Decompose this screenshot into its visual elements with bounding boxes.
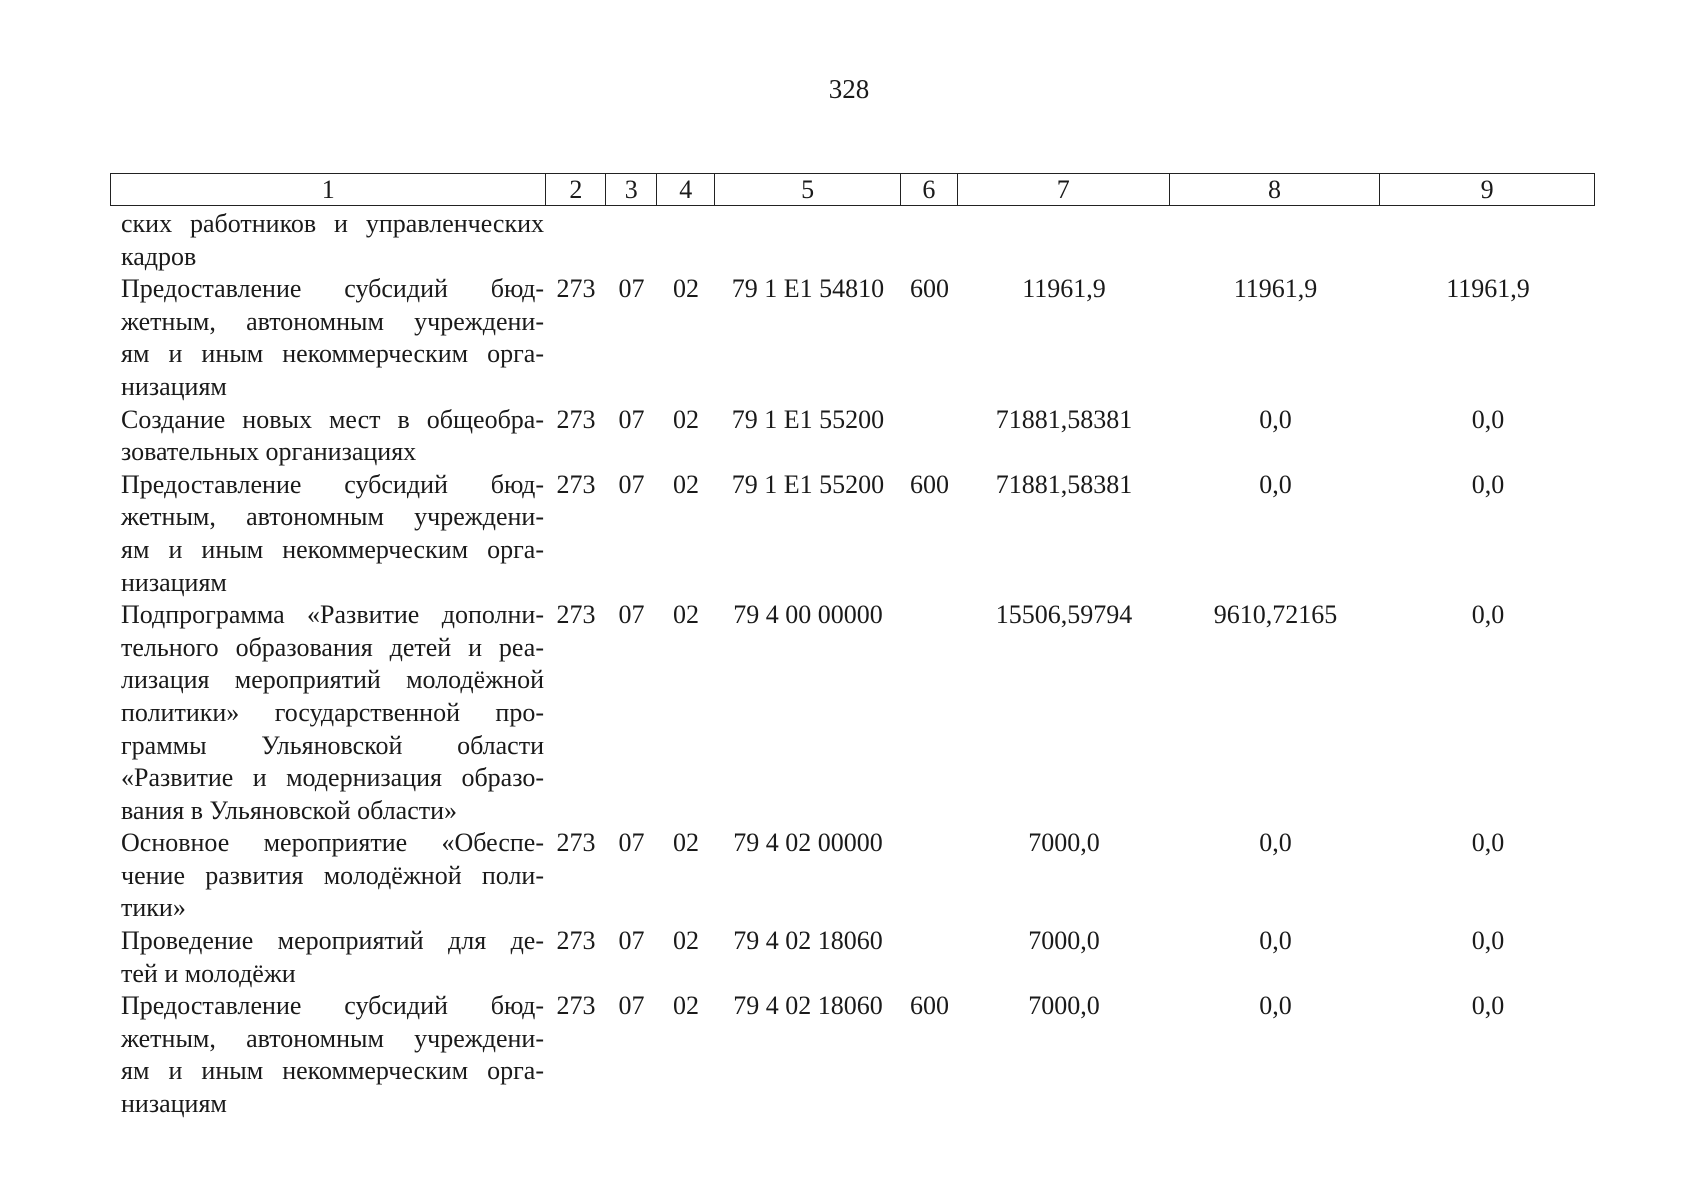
cell-amount-8: 0,0 — [1259, 469, 1292, 499]
description-line: жетным, автономным учреждени- — [121, 502, 544, 532]
row-description — [110, 925, 546, 990]
cell-code-2: 273 — [556, 991, 596, 1021]
cell-amount-7: 71881,58381 — [995, 404, 1133, 434]
cell-target-article: 79 1 E1 55200 — [731, 469, 885, 499]
cell-target-article: 79 4 00 00000 — [733, 600, 883, 630]
cell-code-2: 273 — [556, 469, 596, 499]
description-line: Создание новых мест в общеобра- — [121, 404, 544, 434]
cell-amount-8: 0,0 — [1259, 404, 1292, 434]
table-row — [110, 925, 1595, 990]
description-line: граммы Ульяновской области — [121, 730, 544, 760]
column-header-2: 2 — [546, 174, 606, 205]
column-header-4: 4 — [657, 174, 715, 205]
cell-amount-7: 11961,9 — [1022, 274, 1106, 304]
cell-expense-type: 600 — [910, 991, 949, 1021]
cell-amount-8: 0,0 — [1259, 926, 1292, 956]
column-header-8: 8 — [1170, 174, 1381, 205]
row-description — [110, 404, 546, 469]
cell-amount-7 — [958, 208, 1170, 273]
description-line: политики» государственной про- — [121, 697, 544, 727]
cell-code-3: 07 — [618, 274, 645, 304]
column-header-1: 1 — [111, 174, 546, 205]
row-description — [110, 208, 546, 273]
cell-expense-type — [901, 925, 958, 990]
cell-amount-9: 0,0 — [1471, 600, 1505, 630]
description-line: ям и иным некоммерческим орга- — [121, 339, 544, 369]
description-line: Проведение мероприятий для де- — [121, 926, 544, 956]
cell-amount-9: 0,0 — [1471, 469, 1505, 499]
cell-code-3: 07 — [618, 828, 645, 858]
row-description — [110, 990, 546, 1120]
table-row — [110, 990, 1595, 1120]
description-line: низациям — [121, 371, 227, 401]
cell-amount-9: 0,0 — [1471, 828, 1505, 858]
table-row — [110, 273, 1595, 403]
cell-amount-9: 11961,9 — [1446, 274, 1530, 304]
table-body — [110, 208, 1595, 1121]
cell-amount-8: 9610,72165 — [1213, 600, 1338, 630]
cell-expense-type: 600 — [910, 469, 949, 499]
cell-target-article: 79 1 E1 54810 — [731, 274, 885, 304]
cell-code-4: 02 — [673, 404, 699, 434]
cell-code-4: 02 — [673, 274, 699, 304]
description-line: Предоставление субсидий бюд- — [121, 274, 544, 304]
description-line: низациям — [121, 1089, 227, 1119]
description-line: тики» — [121, 893, 186, 923]
description-line: ям и иным некоммерческим орга- — [121, 534, 544, 564]
cell-code-2: 273 — [556, 600, 596, 630]
description-line: ям и иным некоммерческим орга- — [121, 1056, 544, 1086]
cell-code-2: 273 — [556, 926, 596, 956]
description-line: зовательных организациях — [121, 437, 417, 467]
cell-amount-7: 7000,0 — [1028, 991, 1100, 1021]
column-header-6: 6 — [901, 174, 958, 205]
description-line: Основное мероприятие «Обеспе- — [121, 828, 544, 858]
cell-code-3: 07 — [618, 926, 645, 956]
cell-amount-8: 0,0 — [1259, 991, 1292, 1021]
column-header-5: 5 — [715, 174, 901, 205]
description-line: тей и молодёжи — [121, 958, 296, 988]
cell-code-4: 02 — [673, 828, 699, 858]
cell-code-2 — [546, 208, 606, 273]
cell-target-article: 79 4 02 18060 — [733, 991, 883, 1021]
cell-amount-9: 0,0 — [1471, 404, 1505, 434]
cell-expense-type: 600 — [910, 274, 949, 304]
cell-code-4: 02 — [673, 469, 699, 499]
description-line: тельного образования детей и реа- — [121, 632, 544, 662]
row-description — [110, 827, 546, 925]
description-line: Предоставление субсидий бюд- — [121, 991, 544, 1021]
cell-target-article — [715, 208, 901, 273]
row-description — [110, 273, 546, 403]
cell-code-3: 07 — [618, 600, 645, 630]
cell-code-3: 07 — [618, 404, 645, 434]
description-line: «Развитие и модернизация образо- — [121, 763, 544, 793]
page-number: 328 — [828, 74, 870, 104]
table-row — [110, 208, 1595, 273]
cell-expense-type — [901, 599, 958, 827]
cell-code-4: 02 — [673, 926, 699, 956]
cell-amount-8: 11961,9 — [1233, 274, 1318, 304]
description-line: лизация мероприятий молодёжной — [121, 665, 544, 695]
row-description — [110, 599, 546, 827]
row-description — [110, 469, 546, 599]
cell-amount-9: 0,0 — [1471, 991, 1505, 1021]
cell-expense-type — [901, 208, 958, 273]
cell-amount-9: 0,0 — [1471, 926, 1505, 956]
table-row — [110, 599, 1595, 827]
cell-amount-7: 7000,0 — [1028, 926, 1100, 956]
cell-target-article: 79 4 02 00000 — [733, 828, 883, 858]
description-line: жетным, автономным учреждени- — [121, 1023, 544, 1053]
cell-code-2: 273 — [556, 274, 596, 304]
description-line: кадров — [121, 241, 197, 271]
description-line: вания в Ульяновской области» — [121, 795, 458, 825]
description-line: чение развития молодёжной поли- — [121, 860, 544, 890]
cell-amount-7: 71881,58381 — [995, 469, 1133, 499]
description-line: Предоставление субсидий бюд- — [121, 469, 544, 499]
cell-code-3: 07 — [618, 469, 645, 499]
cell-code-4: 02 — [673, 991, 699, 1021]
cell-code-3 — [606, 208, 657, 273]
table-row — [110, 827, 1595, 925]
cell-amount-7: 7000,0 — [1028, 828, 1100, 858]
cell-amount-8: 0,0 — [1259, 828, 1292, 858]
cell-target-article: 79 4 02 18060 — [733, 926, 883, 956]
column-header-9: 9 — [1480, 175, 1494, 204]
cell-code-2: 273 — [556, 828, 596, 858]
cell-code-2: 273 — [556, 404, 596, 434]
cell-target-article: 79 1 E1 55200 — [731, 404, 885, 434]
column-header-7: 7 — [958, 174, 1170, 205]
table-header — [110, 173, 1595, 206]
cell-expense-type — [901, 404, 958, 469]
cell-code-3: 07 — [618, 991, 645, 1021]
cell-code-4 — [657, 208, 715, 273]
description-line: ских работников и управленческих — [121, 209, 544, 238]
cell-expense-type — [901, 827, 958, 925]
description-line: низациям — [121, 567, 227, 597]
column-header-3: 3 — [606, 174, 657, 205]
cell-amount-7: 15506,59794 — [995, 600, 1133, 630]
cell-amount-9 — [1381, 208, 1595, 273]
cell-code-4: 02 — [673, 600, 699, 630]
description-line: жетным, автономным учреждени- — [121, 306, 544, 336]
cell-amount-8 — [1170, 208, 1381, 273]
table-row — [110, 469, 1595, 599]
table-row — [110, 404, 1595, 469]
description-line: Подпрограмма «Развитие дополни- — [121, 600, 544, 630]
